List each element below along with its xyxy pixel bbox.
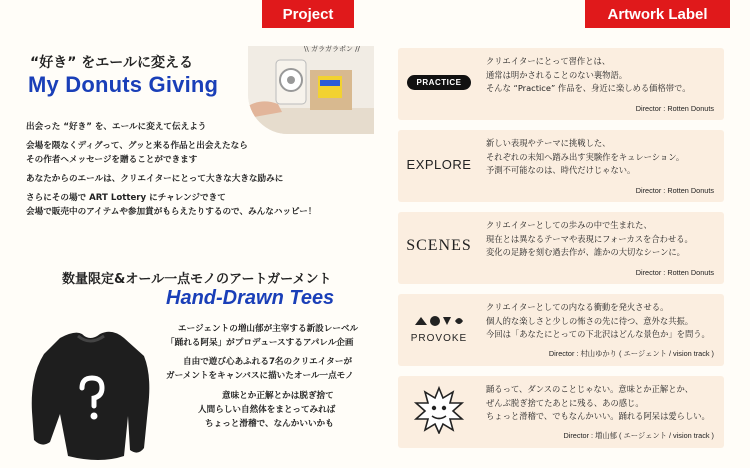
card-text-line: 通常は明かされることのない裏物語。 xyxy=(486,69,628,80)
tees-paragraph: ガーメントをキャンバスに描いたオール一点モノ xyxy=(166,371,354,381)
card-text-line: ちょっと滑稽で、でもなんかいい。踊れる阿呆は愛らしい。 xyxy=(486,411,710,421)
card-text-line: 新しい表現やテーマに挑戦した、 xyxy=(486,138,611,148)
mystery-sweatshirt-image xyxy=(20,316,160,466)
card-text-line: クリエイターにとって習作とは、 xyxy=(486,56,611,66)
card-director: Director : 村山ゆかり ( エージェント / vision track ) xyxy=(548,349,714,358)
tees-subtitle: 数量限定&オール一点モノのアートガーメント xyxy=(62,272,332,287)
lottery-photo xyxy=(248,46,374,134)
provoke-ornament-icon xyxy=(411,313,467,329)
label-card-explore xyxy=(398,130,724,202)
explore-logo: EXPLORE xyxy=(406,156,472,172)
tees-paragraph: エージェントの増山郁が主宰する新設レーベル xyxy=(178,324,359,334)
tees-paragraph: 自由で遊び心あふれる7名のクリエイターが xyxy=(183,357,353,367)
card-director: Director : Rotten Donuts xyxy=(635,186,714,195)
tees-paragraph: ちょっと滑稽で、なんかいいかも xyxy=(205,419,334,429)
label-card-provoke xyxy=(398,294,724,366)
photo-caption: \\ ガラガラポン // xyxy=(304,45,360,53)
giving-paragraph: 会場を隈なくディグって、グッと来る作品と出会えたなら xyxy=(26,141,248,151)
provoke-logo: PROVOKE xyxy=(404,304,474,352)
tees-paragraph: 「踊れる阿呆」がプロデュースするアパレル企画 xyxy=(166,338,354,348)
odoreru-aho-logo xyxy=(404,386,474,434)
giving-paragraph: 会場で販売中のアイテムや参加賞がもらえたりするので、みんなハッピー！ xyxy=(26,207,317,217)
giving-paragraph: さらにその場で ART Lottery にチャレンジできて xyxy=(26,193,226,203)
card-text-line: 踊るって、ダンスのことじゃない。意味とか正解とか、 xyxy=(486,384,694,394)
card-text-line: 今回は「あなたにとっての下北沢はどんな景色か」を問う。 xyxy=(486,329,710,339)
label-card-practice xyxy=(398,48,724,120)
card-text-line: 変化の足跡を刻む過去作が、誰かの大切なシーンに。 xyxy=(486,247,685,257)
card-text-line: 個人的な楽しさと少しの怖さの先に待つ、意外な共振。 xyxy=(486,315,694,326)
label-card-scenes xyxy=(398,212,724,284)
label-card-odoreru-aho xyxy=(398,376,724,448)
card-director: Director : Rotten Donuts xyxy=(635,104,714,113)
scenes-logo: SCENES xyxy=(406,237,472,254)
starburst-face-icon xyxy=(412,386,466,434)
card-text-line: それぞれの未知へ踏み出す実験作をキュレーション。 xyxy=(486,151,685,162)
tab-artwork-label[interactable]: Artwork Label xyxy=(585,0,730,28)
giving-paragraph: 出会った “好き” を、エールに変えて伝えよう xyxy=(26,122,207,132)
tees-title: Hand-Drawn Tees xyxy=(166,287,335,309)
giving-title: My Donuts Giving xyxy=(28,72,219,97)
card-text-line: ぜんぶ脱ぎ捨てたあとに残る、あの感じ。 xyxy=(486,397,644,408)
card-text-line: 予測不可能なのは、時代だけじゃない。 xyxy=(486,165,636,175)
card-text-line: 現在とは異なるテーマや表現にフォーカスを合わせる。 xyxy=(486,233,693,244)
tees-paragraph: 人間らしい自然体をまとってみれば xyxy=(198,405,336,415)
card-director: Director : Rotten Donuts xyxy=(635,268,714,277)
card-director: Director : 増山郁 ( エージェント / vision track ) xyxy=(563,431,714,440)
giving-paragraph: あなたからのエールは、クリエイターにとって大きな大きな励みに xyxy=(26,174,284,184)
card-text-line: クリエイターとしての内なる衝動を発火させる。 xyxy=(486,302,669,312)
giving-paragraph: その作者へメッセージを贈ることができます xyxy=(26,155,198,165)
card-text-line: そんな “Practice” 作品を、身近に楽しめる価格帯で。 xyxy=(486,83,691,93)
giving-subtitle: “好き” をエールに変える xyxy=(30,55,193,71)
practice-logo: PRACTICE xyxy=(404,58,474,106)
tees-paragraph: 意味とか正解とかは脱ぎ捨て xyxy=(222,391,334,401)
card-text-line: クリエイターとしての歩みの中で生まれた、 xyxy=(486,220,652,230)
tab-project[interactable]: Project xyxy=(262,0,354,28)
